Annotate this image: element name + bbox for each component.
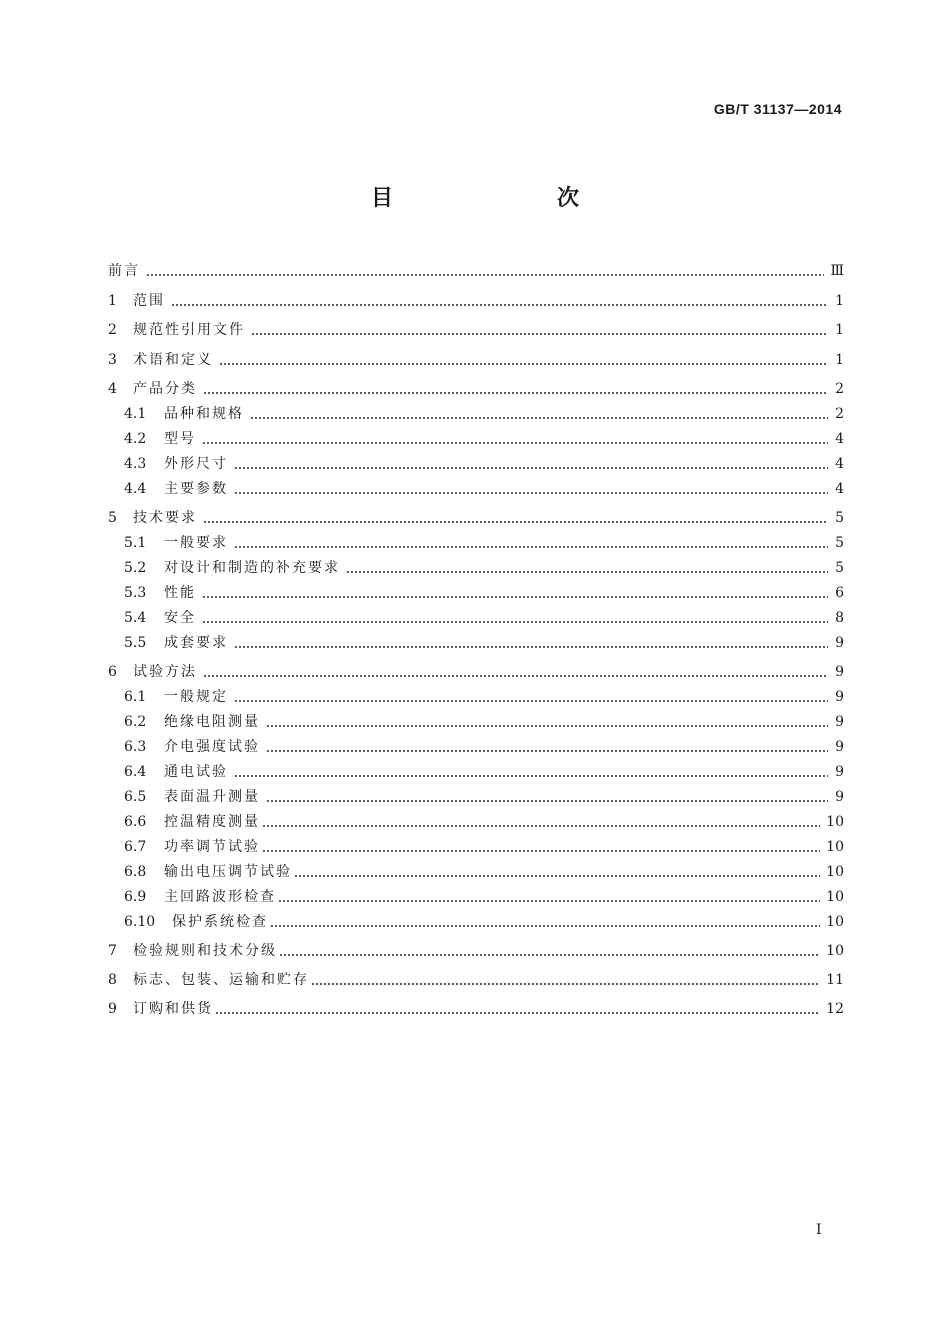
toc-entry-page: 5 <box>835 510 844 526</box>
toc-entry-label: 规范性引用文件 <box>133 322 245 338</box>
toc-entry-page: 2 <box>835 381 844 397</box>
toc-entry-page: 10 <box>826 943 844 959</box>
toc-entry[interactable] <box>108 886 844 908</box>
toc-entry-number: 6.7 <box>124 839 147 855</box>
toc-entry-label: 试验方法 <box>133 664 197 680</box>
toc-entry-page: 9 <box>835 789 844 805</box>
toc-entry-label: 范围 <box>133 293 165 309</box>
toc-entry-page: Ⅲ <box>830 263 844 279</box>
toc-entry[interactable] <box>108 632 844 654</box>
toc-entry-number: 1 <box>108 293 117 309</box>
toc-entry[interactable] <box>108 453 844 475</box>
toc-entry-label: 通电试验 <box>164 764 228 780</box>
toc-entry-number: 4.3 <box>124 456 147 472</box>
toc-leader-dots <box>346 571 828 573</box>
toc-entry-number: 4 <box>108 381 117 397</box>
toc-entry-page: 9 <box>835 664 844 680</box>
toc-entry[interactable] <box>108 911 844 933</box>
toc-entry[interactable] <box>108 403 844 425</box>
toc-entry-label: 绝缘电阻测量 <box>164 714 260 730</box>
toc-entry-number: 6.6 <box>124 814 147 830</box>
toc-entry-page: 9 <box>835 739 844 755</box>
toc-leader-dots <box>311 983 820 985</box>
toc-entry-page: 5 <box>835 560 844 576</box>
toc-entry-number: 6.2 <box>124 714 147 730</box>
toc-entry[interactable] <box>108 661 844 683</box>
toc-entry-number: 6.1 <box>124 689 147 705</box>
toc-entry-page: 4 <box>835 456 844 472</box>
toc-entry-label: 保护系统检查 <box>172 914 268 930</box>
toc-entry-label: 订购和供货 <box>133 1001 213 1017</box>
toc-entry-page: 9 <box>835 714 844 730</box>
toc-leader-dots <box>262 850 820 852</box>
toc-entry-page: 6 <box>835 585 844 601</box>
toc-leader-dots <box>234 646 828 648</box>
toc-leader-dots <box>294 875 820 877</box>
toc-entry-page: 2 <box>835 406 844 422</box>
toc-entry-number: 9 <box>108 1001 117 1017</box>
toc-entry[interactable] <box>108 761 844 783</box>
toc-entry[interactable] <box>108 607 844 629</box>
toc-entry[interactable] <box>108 711 844 733</box>
toc-leader-dots <box>234 467 828 469</box>
toc-entry-number: 5.1 <box>124 535 147 551</box>
toc-entry-number: 6 <box>108 664 117 680</box>
toc-leader-dots <box>266 800 828 802</box>
toc-entry-label: 成套要求 <box>164 635 228 651</box>
toc-entry[interactable] <box>108 349 844 371</box>
toc-leader-dots <box>279 954 820 956</box>
page-title: 目 次 <box>370 185 619 211</box>
toc-entry[interactable] <box>108 428 844 450</box>
toc-leader-dots <box>234 775 828 777</box>
toc-entry[interactable] <box>108 260 844 282</box>
toc-entry[interactable] <box>108 686 844 708</box>
toc-entry-label: 主要参数 <box>164 481 228 497</box>
toc-leader-dots <box>266 725 828 727</box>
toc-leader-dots <box>202 442 828 444</box>
toc-entry-page: 4 <box>835 431 844 447</box>
toc-entry-number: 2 <box>108 322 117 338</box>
toc-leader-dots <box>202 621 828 623</box>
toc-entry-number: 6.8 <box>124 864 147 880</box>
toc-entry-page: 10 <box>826 814 844 830</box>
toc-leader-dots <box>219 363 828 365</box>
toc-entry-label: 对设计和制造的补充要求 <box>164 560 340 576</box>
toc-entry-number: 7 <box>108 943 117 959</box>
toc-leader-dots <box>171 304 828 306</box>
toc-entry-label: 一般要求 <box>164 535 228 551</box>
toc-entry[interactable] <box>108 582 844 604</box>
toc-entry-number: 6.10 <box>124 914 156 930</box>
standard-code: GB/T 31137—2014 <box>713 101 842 117</box>
toc-entry-label: 型号 <box>164 431 196 447</box>
toc-entry[interactable] <box>108 969 844 991</box>
toc-entry-page: 1 <box>835 352 844 368</box>
toc-entry-number: 5.2 <box>124 560 147 576</box>
toc-entry[interactable] <box>108 786 844 808</box>
toc-entry-label: 术语和定义 <box>133 352 213 368</box>
toc-entry-page: 10 <box>826 889 844 905</box>
toc-entry-label: 介电强度试验 <box>164 739 260 755</box>
toc-leader-dots <box>250 417 828 419</box>
toc-leader-dots <box>234 492 828 494</box>
toc-leader-dots <box>278 900 820 902</box>
toc-entry-page: 10 <box>826 914 844 930</box>
toc-entry-label: 性能 <box>164 585 196 601</box>
toc-entry[interactable] <box>108 998 844 1020</box>
toc-entry-number: 5 <box>108 510 117 526</box>
toc-entry-label: 外形尺寸 <box>164 456 228 472</box>
toc-entry-number: 6.5 <box>124 789 147 805</box>
toc-leader-dots <box>266 750 828 752</box>
toc-leader-dots <box>146 274 824 276</box>
toc-entry-label: 标志、包装、运输和贮存 <box>133 972 309 988</box>
toc-entry-page: 1 <box>835 322 844 338</box>
toc-entry-label: 技术要求 <box>133 510 197 526</box>
toc-entry-page: 1 <box>835 293 844 309</box>
toc-entry-label: 前言 <box>108 263 140 279</box>
toc-entry-page: 10 <box>826 839 844 855</box>
toc-entry-number: 5.4 <box>124 610 147 626</box>
toc-leader-dots <box>203 521 828 523</box>
toc-entry[interactable] <box>108 736 844 758</box>
toc-leader-dots <box>215 1012 820 1014</box>
toc-entry-page: 9 <box>835 764 844 780</box>
toc-entry-page: 10 <box>826 864 844 880</box>
toc-entry[interactable] <box>108 811 844 833</box>
toc-leader-dots <box>270 925 820 927</box>
toc-entry[interactable] <box>108 861 844 883</box>
toc-entry-number: 4.4 <box>124 481 147 497</box>
toc-entry[interactable] <box>108 507 844 529</box>
toc-entry-label: 一般规定 <box>164 689 228 705</box>
toc-entry-page: 4 <box>835 481 844 497</box>
toc-entry-number: 5.3 <box>124 585 147 601</box>
toc-entry[interactable] <box>108 378 844 400</box>
toc-leader-dots <box>234 546 828 548</box>
toc-entry-label: 表面温升测量 <box>164 789 260 805</box>
toc-entry-label: 功率调节试验 <box>164 839 260 855</box>
toc-entry-label: 主回路波形检查 <box>164 889 276 905</box>
toc-entry-number: 6.4 <box>124 764 147 780</box>
toc-entry[interactable] <box>108 940 844 962</box>
toc-entry-page: 12 <box>826 1001 844 1017</box>
toc-entry-page: 8 <box>835 610 844 626</box>
toc-entry-number: 4.2 <box>124 431 147 447</box>
toc-entry-page: 9 <box>835 689 844 705</box>
toc-entry-number: 6.9 <box>124 889 147 905</box>
toc-entry-label: 输出电压调节试验 <box>164 864 292 880</box>
toc-entry-label: 产品分类 <box>133 381 197 397</box>
toc-entry-number: 6.3 <box>124 739 147 755</box>
toc-entry-label: 检验规则和技术分级 <box>133 943 277 959</box>
toc-leader-dots <box>203 675 828 677</box>
toc-entry-number: 5.5 <box>124 635 147 651</box>
toc-entry[interactable] <box>108 836 844 858</box>
toc-entry[interactable] <box>108 478 844 500</box>
toc-entry-label: 控温精度测量 <box>164 814 260 830</box>
toc-entry-label: 安全 <box>164 610 196 626</box>
toc-entry-page: 11 <box>826 972 844 988</box>
toc-entry-page: 5 <box>835 535 844 551</box>
toc-entry-page: 9 <box>835 635 844 651</box>
toc-leader-dots <box>251 333 828 335</box>
toc-entry[interactable] <box>108 557 844 579</box>
toc-entry[interactable] <box>108 532 844 554</box>
toc-leader-dots <box>202 596 828 598</box>
toc-leader-dots <box>234 700 828 702</box>
toc-entry-label: 品种和规格 <box>164 406 244 422</box>
toc-entry[interactable] <box>108 319 844 341</box>
toc-entry-number: 3 <box>108 352 117 368</box>
toc-entry[interactable] <box>108 290 844 312</box>
toc-entry-number: 8 <box>108 972 117 988</box>
toc-leader-dots <box>262 825 820 827</box>
page-number: I <box>816 1222 822 1238</box>
toc-entry-number: 4.1 <box>124 406 147 422</box>
toc-leader-dots <box>203 392 828 394</box>
